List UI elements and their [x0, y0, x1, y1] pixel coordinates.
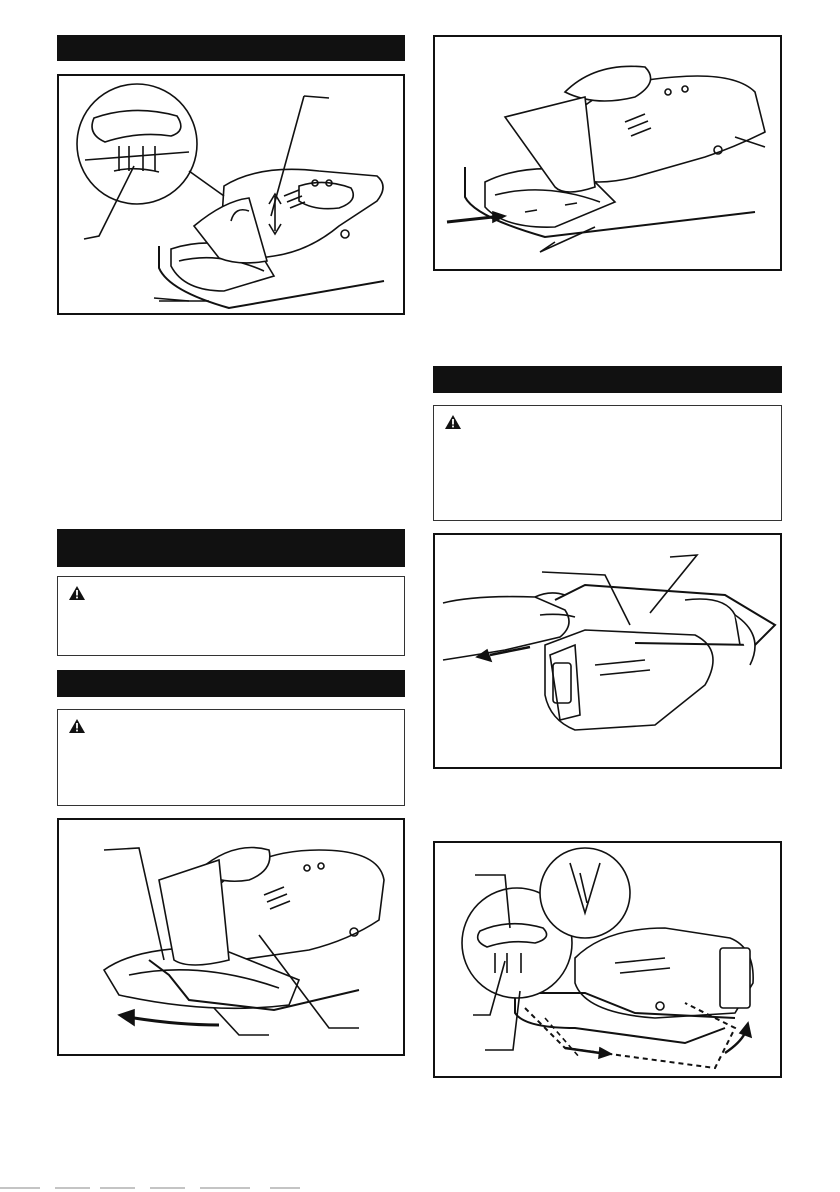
- warning-box-left-lower: [57, 709, 405, 806]
- figure-left-bottom: [57, 818, 405, 1056]
- figure-right-top: [433, 35, 782, 271]
- warning-box-left-middle: [57, 576, 405, 656]
- blade-rotate-illustration: [59, 820, 403, 1054]
- remove-blade-illustration: [435, 535, 780, 767]
- warning-triangle-icon: [68, 585, 86, 601]
- section-bar-left-top: [57, 35, 405, 61]
- warning-triangle-icon: [444, 414, 462, 430]
- warning-triangle-icon: [68, 718, 86, 734]
- shear-insert-illustration: [435, 37, 780, 269]
- page-footer-artifact: [0, 1184, 840, 1192]
- warning-box-right-middle: [433, 405, 782, 521]
- figure-left-top: [57, 74, 405, 315]
- section-bar-right-middle: [433, 366, 782, 393]
- section-bar-left-lower: [57, 670, 405, 697]
- figure-right-middle: [433, 533, 782, 769]
- section-bar-left-middle: [57, 529, 405, 567]
- battery-clip-illustration: [435, 843, 780, 1076]
- shear-cutter-attach-illustration: [59, 76, 403, 313]
- figure-right-bottom: [433, 841, 782, 1078]
